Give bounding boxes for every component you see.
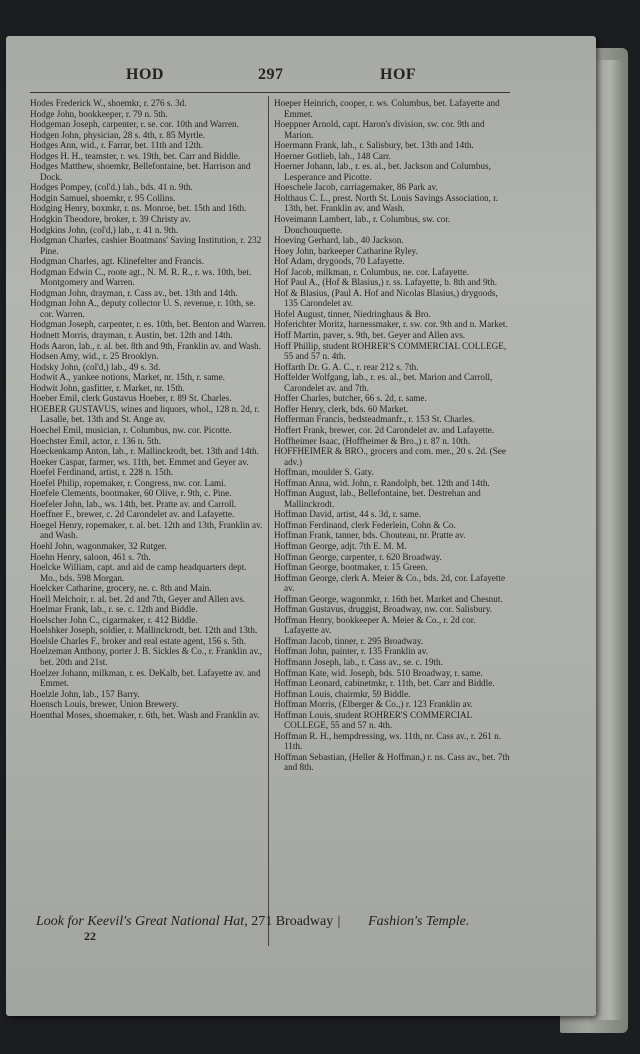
- directory-entry: Hodgman Edwin C., roote agt., N. M. R. R., r. ws. 10th, bet. Montgomery and Warren.: [30, 266, 252, 288]
- directory-entry: Hoffman August, lab., Bellefontaine, bet. Destrehan and Mallinckrodt.: [274, 488, 481, 509]
- directory-entry: Hodes Frederick W., shoemkr, r. 276 s. 3d.: [30, 98, 187, 108]
- directory-entry: Hoelzer Johann, milkman, r. es. DeKalb, bet. Lafayette av. and Emmet.: [30, 667, 261, 689]
- directory-entry: Hoff Martin, paver, s. 9th, bet. Geyer and Allen avs.: [274, 330, 466, 341]
- directory-entry: Hodwit John, gasfitter, r. Market, nr. 15th.: [30, 382, 185, 393]
- directory-entry: Hoey John, barkeeper Catharine Ryley.: [274, 245, 418, 256]
- directory-entry: Hodging Henry, boxmkr, r. ns. Monroe, bet. 15th and 16th.: [30, 203, 247, 214]
- page-number: 297: [258, 66, 284, 83]
- directory-entry: Hoffman Louis, student ROHRER'S COMMERCIAL COLLEGE, 55 and 57 n. 4th.: [274, 709, 472, 731]
- directory-entry: Hoegel Henry, ropemaker, r. al. bet. 12th and 13th, Franklin av. and Wash.: [30, 519, 263, 541]
- directory-entry: Hoeckenkamp Anton, lab., r. Mallinckrodt, bet. 13th and 14th.: [30, 446, 259, 457]
- footer-separator: |: [336, 914, 341, 929]
- directory-entry: Hodsen Amy, wid., r. 25 Brooklyn.: [30, 351, 159, 362]
- directory-entry: Hodgeman Joseph, carpenter, r. se. cor. 10th and Warren.: [30, 119, 239, 130]
- directory-entry: Hodges Ann, wid., r. Farrar, bet. 11th and 12th.: [30, 140, 204, 151]
- directory-entry: Hoffmann Joseph, lab., r. Cass av., se. c. 19th.: [274, 656, 443, 667]
- directory-entry: Hoffman Anna, wid. John, r. Randolph, bet. 12th and 14th.: [274, 477, 490, 488]
- directory-entry: Hoffman Kate, wid. Joseph, bds. 510 Broadway, r. same.: [274, 667, 483, 678]
- directory-entry: Hodsky John, (col'd,) lab., 49 s. 3d.: [30, 361, 161, 372]
- directory-entry: Hoelscher John C., cigarmaker, r. 412 Biddle.: [30, 614, 198, 625]
- directory-entry: Hoelmar Frank, lab., r. se. c. 12th and Biddle.: [30, 604, 198, 615]
- directory-entry: Hoferichter Moritz, harnessmaker, r. sw. cor. 9th and n. Market.: [274, 319, 508, 330]
- directory-entry: Hoeschele Jacob, carriagemaker, 86 Park av.: [274, 182, 438, 193]
- directory-entry: Hoffman, moulder S. Gaty.: [274, 467, 374, 478]
- header-left-guide: HOD: [126, 66, 164, 83]
- footer-left-text: Look for Keevil's Great National Hat,: [36, 914, 248, 929]
- directory-entry: Hoeker Caspar, farmer, ws. 11th, bet. Emmet and Geyer av.: [30, 456, 249, 467]
- directory-entry: Hof Jacob, milkman, r. Columbus, ne. cor. Lafayette.: [274, 266, 469, 277]
- directory-entry: HOFFHEIMER & BRO., grocers and com. mer., 20 s. 2d. (See adv.): [274, 446, 506, 467]
- directory-entry: Hoffman David, artist, 44 s. 3d, r. same.: [274, 509, 422, 520]
- directory-entry: Hoelcke William, capt. and aid de camp headquarters dept. Mo., bds. 598 Morgan.: [30, 562, 247, 583]
- directory-entry: Hoff Phillip, student ROHRER'S COMMERCIAL COLLEGE, 55 and 57 n. 4th.: [274, 340, 507, 362]
- directory-entry: Hoensch Louis, brewer, Union Brewery.: [30, 699, 179, 710]
- directory-entry: Hoffelder Wolfgang, lab., r. es. al., bet. Marion and Carroll, Carondelet av. and 7th.: [274, 372, 493, 393]
- directory-entry: Hoffman George, wagonmkr, r. 16th bet. Market and Chesnut.: [274, 593, 503, 604]
- directory-entry: Hoehl John, wagonmaker, 32 Rutger.: [30, 540, 167, 551]
- directory-entry: Hof Paul A., (Hof & Blasius,) r. ss. Lafayette, b. 8th and 9th.: [274, 277, 498, 288]
- directory-entry: Hoechster Emil, actor, r. 136 n. 5th.: [30, 435, 162, 446]
- directory-entry: Hoffman Gustavus, druggist, Broadway, nw. cor. Salisbury.: [274, 604, 493, 615]
- directory-entry: Hoffheimer Isaac, (Hoffheimer & Bro.,) r. 87 n. 10th.: [274, 435, 471, 446]
- footer-address: 271 Broadway: [251, 914, 334, 929]
- directory-entry: Hoffman Jacob, tinner, r. 295 Broadway.: [274, 635, 424, 646]
- directory-entry: Hodwit A., yankee notions, Market, nr. 15th, r. same.: [30, 372, 225, 383]
- directory-entry: Hodnett Morris, drayman, r. Austin, bet. 12th and 14th.: [30, 330, 233, 341]
- directory-entry: Hoffman George, adjt. 7th E. M. M.: [274, 540, 407, 551]
- right-column: [274, 98, 510, 773]
- directory-entry: Hoelcker Catharine, grocery, ne. c. 8th and Main.: [30, 583, 212, 594]
- directory-entry: Hodges H. H., teamster, r. ws. 19th, bet. Carr and Biddle.: [30, 150, 241, 161]
- directory-entry: Hoffman Frank, tanner, bds. Chouteau, nr. Pratte av.: [274, 530, 466, 541]
- directory-entry: Hoelzle John, lab., 157 Barry.: [30, 688, 140, 699]
- directory-entry: Hoffman John, painter, r. 135 Franklin av.: [274, 646, 429, 657]
- directory-entry: Hoffman Louis, chairmkr, 59 Biddle.: [274, 688, 411, 699]
- column-divider: [268, 96, 269, 946]
- running-header: [36, 66, 516, 88]
- directory-entry: Hoefele Clements, bootmaker, 60 Olive, r. 9th, c. Pine.: [30, 488, 232, 499]
- directory-entry: Hoffman George, carpenter, r. 620 Broadway.: [274, 551, 442, 562]
- directory-entry: Hoffman Leonard, cabinetmkr, r. 11th, bet. Carr and Biddle.: [274, 678, 495, 689]
- directory-entry: Hoffman George, clerk A. Meier & Co., bds. 2d, cor. Lafayette av.: [274, 572, 506, 594]
- directory-entry: Hoeppner Arnold, capt. Haron's division, sw. cor. 9th and Marion.: [274, 119, 485, 140]
- directory-entry: Hodgman Joseph, carpenter, r. es. 10th, bet. Benton and Warren.: [30, 319, 267, 330]
- directory-entry: Hoffman Morris, (Elberger & Co.,) r. 123 Franklin av.: [274, 699, 473, 710]
- directory-entry: Hodgman John A., deputy collector U. S. revenue, r. 10th, se. cor. Warren.: [30, 298, 256, 319]
- directory-entry: Hoefel Ferdinand, artist, r. 228 n. 15th.: [30, 467, 174, 478]
- header-right-guide: HOF: [380, 66, 417, 83]
- directory-entry: Hoechel Emil, musician, r. Columbus, nw. cor. Picotte.: [30, 424, 232, 435]
- directory-entry: Hoefeler John, lab., ws. 14th, bet. Pratte av. and Carroll.: [30, 498, 237, 509]
- directory-entry: Hoeber Emil, clerk Gustavus Hoeber, r. 89 St. Charles.: [30, 393, 232, 404]
- directory-entry: Hoffarth Dr. G. A. C., r. rear 212 s. 7th.: [274, 361, 419, 372]
- directory-entry: Hoell Melchoir, r. al. bet. 2d and 7th, Geyer and Allen avs.: [30, 593, 246, 604]
- directory-entry: Hof & Blasius, (Paul A. Hof and Nicolas Blasius,) drygoods, 135 Carondelet av.: [274, 287, 498, 309]
- directory-entry: Hoenthal Moses, shoemaker, r. 6th, bet. Wash and Franklin av.: [30, 709, 260, 720]
- directory-entry: Hoehn Henry, saloon, 461 s. 7th.: [30, 551, 151, 562]
- signature-mark: 22: [84, 929, 96, 943]
- header-rule: [30, 92, 510, 93]
- directory-entry: Hods Aaron, lab., r. al. bet. 8th and 9th, Franklin av. and Wash.: [30, 340, 261, 351]
- directory-entry: Hoffer Henry, clerk, bds. 60 Market.: [274, 403, 409, 414]
- directory-entry: Hoeving Gerhard, lab., 40 Jackson.: [274, 235, 404, 246]
- directory-entry: Hoffman Henry, bookkeeper A. Meier & Co., r. 2d cor. Lafayette av.: [274, 614, 476, 636]
- directory-entry: Hoermann Frank, lab., r. Salisbury, bet. 13th and 14th.: [274, 140, 474, 151]
- directory-entry: Hodgkins John, (col'd,) lab., r. 41 n. 9th.: [30, 224, 179, 235]
- advertisement-footer: [36, 914, 526, 930]
- left-column: [30, 98, 266, 720]
- directory-entry: Hodges Matthew, shoemkr, Bellefontaine, bet. Harrison and Dock.: [30, 161, 251, 182]
- directory-entry: Hodgman Charles, cashier Boatmans' Saving Institution, r. 232 Pine.: [30, 235, 262, 256]
- directory-entry: Hoffer Charles, butcher, 66 s. 2d, r. same.: [274, 393, 427, 404]
- directory-entry: Hoeper Heinrich, cooper, r. ws. Columbus, bet. Lafayette and Emmet.: [274, 98, 500, 119]
- directory-entry: Hodge John, bookkeeper, r. 79 n. 5th.: [30, 108, 168, 119]
- directory-entry: Hoerner Johann, lab., r. es. al., bet. Jackson and Columbus, Lesperance and Picotte.: [274, 161, 491, 182]
- directory-entry: Hofel August, tinner, Niedringhaus & Bro.: [274, 308, 431, 319]
- directory-entry: Hoffman Sebastian, (Heller & Hoffman,) r. ns. Cass av., bet. 7th and 8th.: [274, 751, 510, 773]
- directory-entry: Holthaus C. L., prest. North St. Louis Savings Association, r. 13th, bet. Franklin av. and Wash.: [274, 192, 499, 214]
- footer-right-text: Fashion's Temple.: [368, 914, 470, 929]
- directory-entry: Hodgman John, drayman, r. Cass av., bet. 13th and 14th.: [30, 287, 238, 298]
- directory-entry: Hoveimann Lambert, lab., r. Columbus, sw. cor. Douchouquette.: [274, 214, 451, 235]
- directory-entry: Hoelzeman Anthony, porter J. B. Sickles & Co., r. Franklin av., bet. 20th and 21st.: [30, 646, 263, 667]
- directory-entry: Hoefel Philip, ropemaker, r. Congress, nw. cor. Lami.: [30, 477, 227, 488]
- directory-entry: Hoffert Frank, brewer, cor. 2d Carondelet av. and Lafayette.: [274, 424, 495, 435]
- directory-entry: Hofferman Francis, bedsteadmanfr., r. 153 St. Charles.: [274, 414, 475, 425]
- directory-entry: Hodges Pompey, (col'd.) lab., bds. 41 n. 9th.: [30, 182, 193, 193]
- directory-entry: Hodgen John, physician, 28 s. 4th, r. 85 Myrtle.: [30, 129, 206, 140]
- directory-entry: HOEBER GUSTAVUS, wines and liquors, whol., 128 n. 2d, r. Lasalle, bet. 13th and St. Ange av.: [30, 403, 260, 425]
- directory-entry: Hodgman Charles, agt. Klinefelter and Francis.: [30, 256, 205, 267]
- directory-entry: Hoffman Ferdinand, clerk Federlein, Cohn & Co.: [274, 519, 456, 530]
- directory-entry: Hoelsle Charles F., broker and real estate agent, 156 s. 5th.: [30, 635, 246, 646]
- directory-entry: Hoerner Gotlieb, lab., 148 Carr.: [274, 150, 391, 161]
- directory-entry: Hoffman R. H., hempdressing, ws. 11th, nr. Cass av., r. 261 n. 11th.: [274, 730, 502, 752]
- directory-entry: Hoeffner F., brewer, c. 2d Carondelet av. and Lafayette.: [30, 509, 235, 520]
- directory-entry: Hodgin Samuel, shoemkr, r. 95 Collins.: [30, 192, 176, 203]
- directory-entry: Hodgkin Theodore, broker, r. 39 Christy av.: [30, 214, 191, 225]
- directory-entry: Hoffman George, bootmaker, r. 15 Green.: [274, 562, 428, 573]
- directory-entry: Hof Adam, drygoods, 70 Lafayette.: [274, 256, 405, 267]
- directory-entry: Hoelshker Joseph, soldier, r. Mallinckrodt, bet. 12th and 13th.: [30, 625, 258, 636]
- directory-page: [6, 36, 596, 1016]
